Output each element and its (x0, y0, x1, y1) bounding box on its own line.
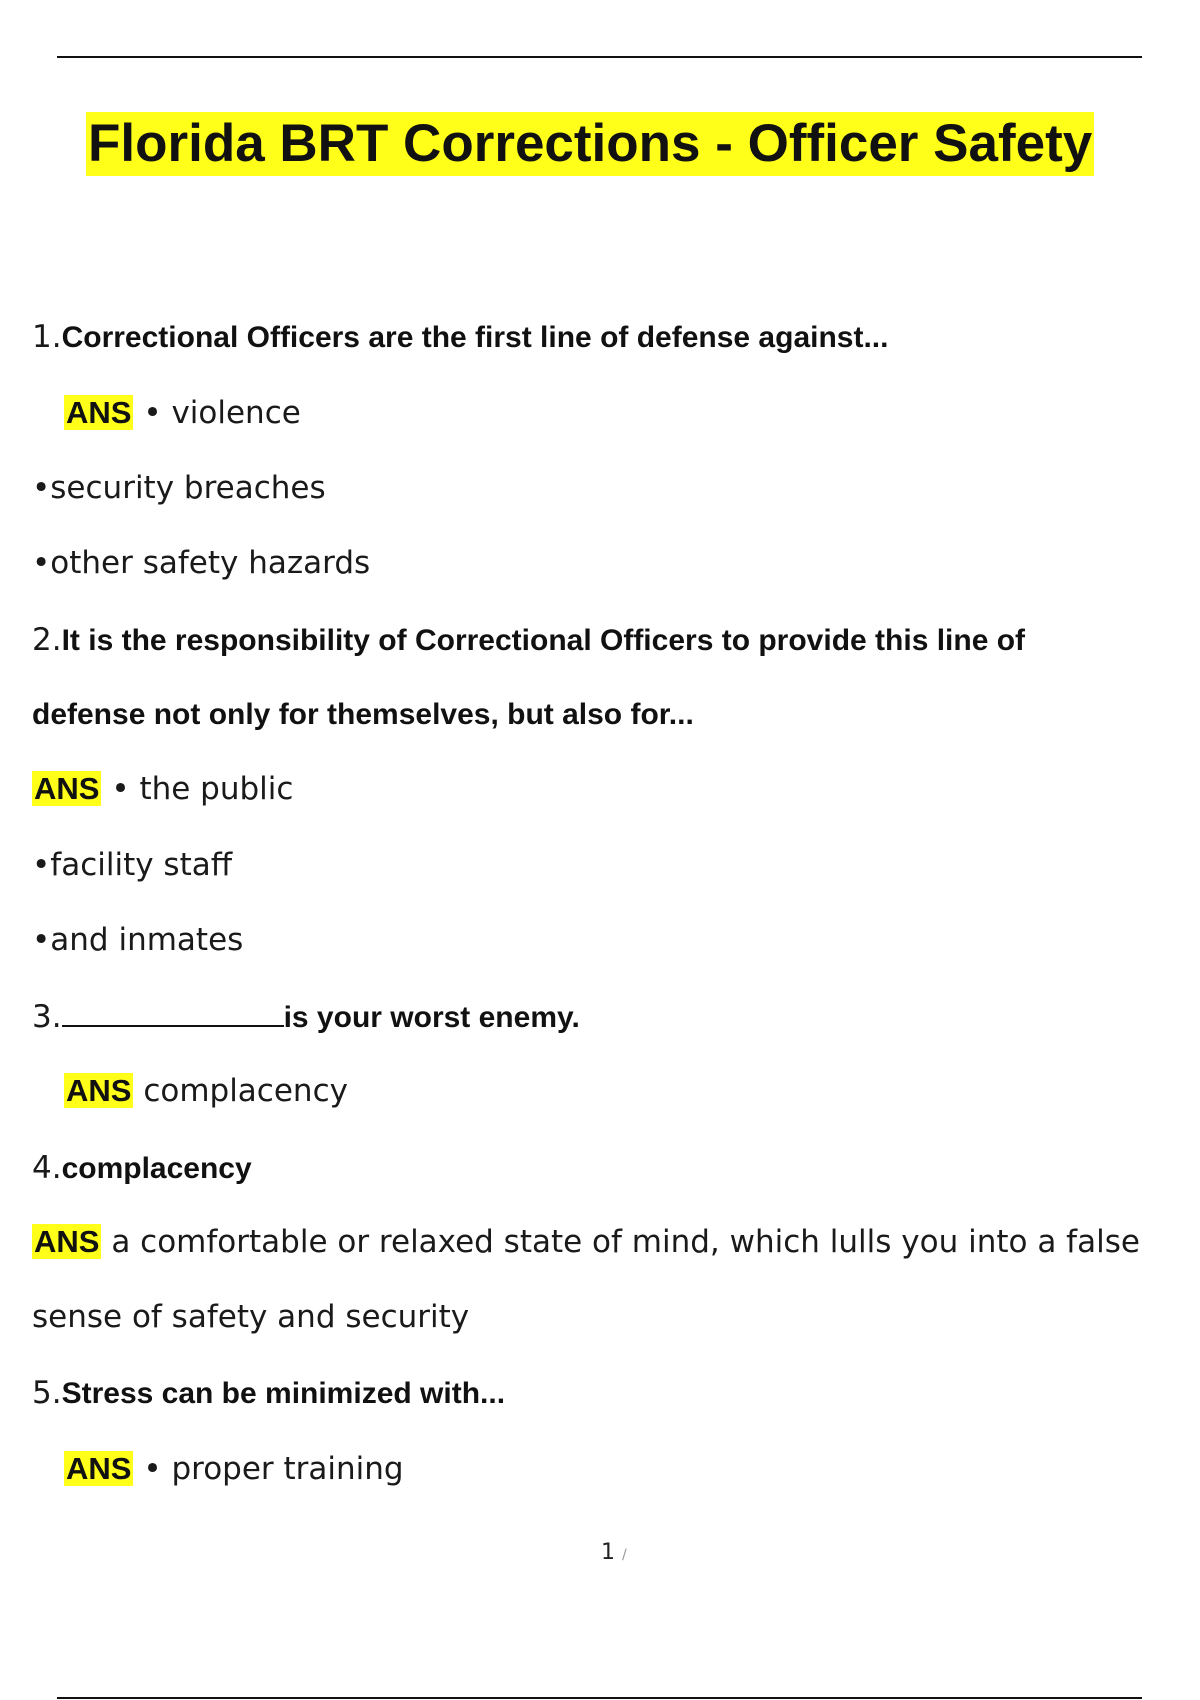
answer-text: complacency (143, 1073, 348, 1109)
page-separator: / (622, 1547, 627, 1563)
ans-label: ANS (34, 771, 100, 806)
question-text: is your worst enemy. (283, 1001, 580, 1034)
answer-text: • the public (111, 771, 294, 807)
answer-5 (64, 1449, 404, 1489)
answer-3 (64, 1071, 348, 1111)
ans-label: ANS (66, 395, 132, 430)
answer-2 (32, 769, 293, 809)
ans-label: ANS (66, 1073, 132, 1108)
top-rule (57, 56, 1142, 58)
answer-item: •and inmates (32, 922, 244, 958)
question-number: 3. (32, 999, 62, 1035)
question-text: Correctional Officers are the first line of defense against... (61, 321, 889, 354)
answer-item: •facility staff (32, 847, 233, 883)
question-1 (32, 317, 888, 358)
page-number-value: 1 (601, 1540, 615, 1565)
question-2 (32, 620, 1025, 661)
question-number: 5. (32, 1375, 62, 1411)
question-text-continued: defense not only for themselves, but also for... (32, 698, 694, 731)
fill-in-blank (62, 997, 284, 1027)
answer-text: • proper training (143, 1451, 404, 1487)
answer-4 (32, 1222, 1140, 1262)
ans-label: ANS (66, 1451, 132, 1486)
question-number: 4. (32, 1150, 62, 1186)
answer-1 (64, 393, 301, 433)
answer-text: • violence (143, 395, 301, 431)
page-number (601, 1540, 627, 1565)
answer-text-continued: sense of safety and security (32, 1299, 470, 1335)
question-number: 1. (32, 319, 62, 355)
question-5 (32, 1373, 505, 1414)
question-text: Stress can be minimized with... (61, 1377, 506, 1410)
answer-item: •security breaches (32, 470, 326, 506)
question-3 (32, 997, 580, 1038)
question-text: It is the responsibility of Correctional Officers to provide this line of (61, 624, 1026, 657)
answer-text: a comfortable or relaxed state of mind, which lulls you into a false (111, 1224, 1140, 1260)
ans-label: ANS (34, 1224, 100, 1259)
bottom-rule (57, 1697, 1142, 1699)
question-4 (32, 1148, 252, 1189)
question-number: 2. (32, 622, 62, 658)
question-text: complacency (61, 1152, 252, 1185)
answer-item: •other safety hazards (32, 545, 371, 581)
document-title: Florida BRT Corrections - Officer Safety (86, 112, 1094, 176)
